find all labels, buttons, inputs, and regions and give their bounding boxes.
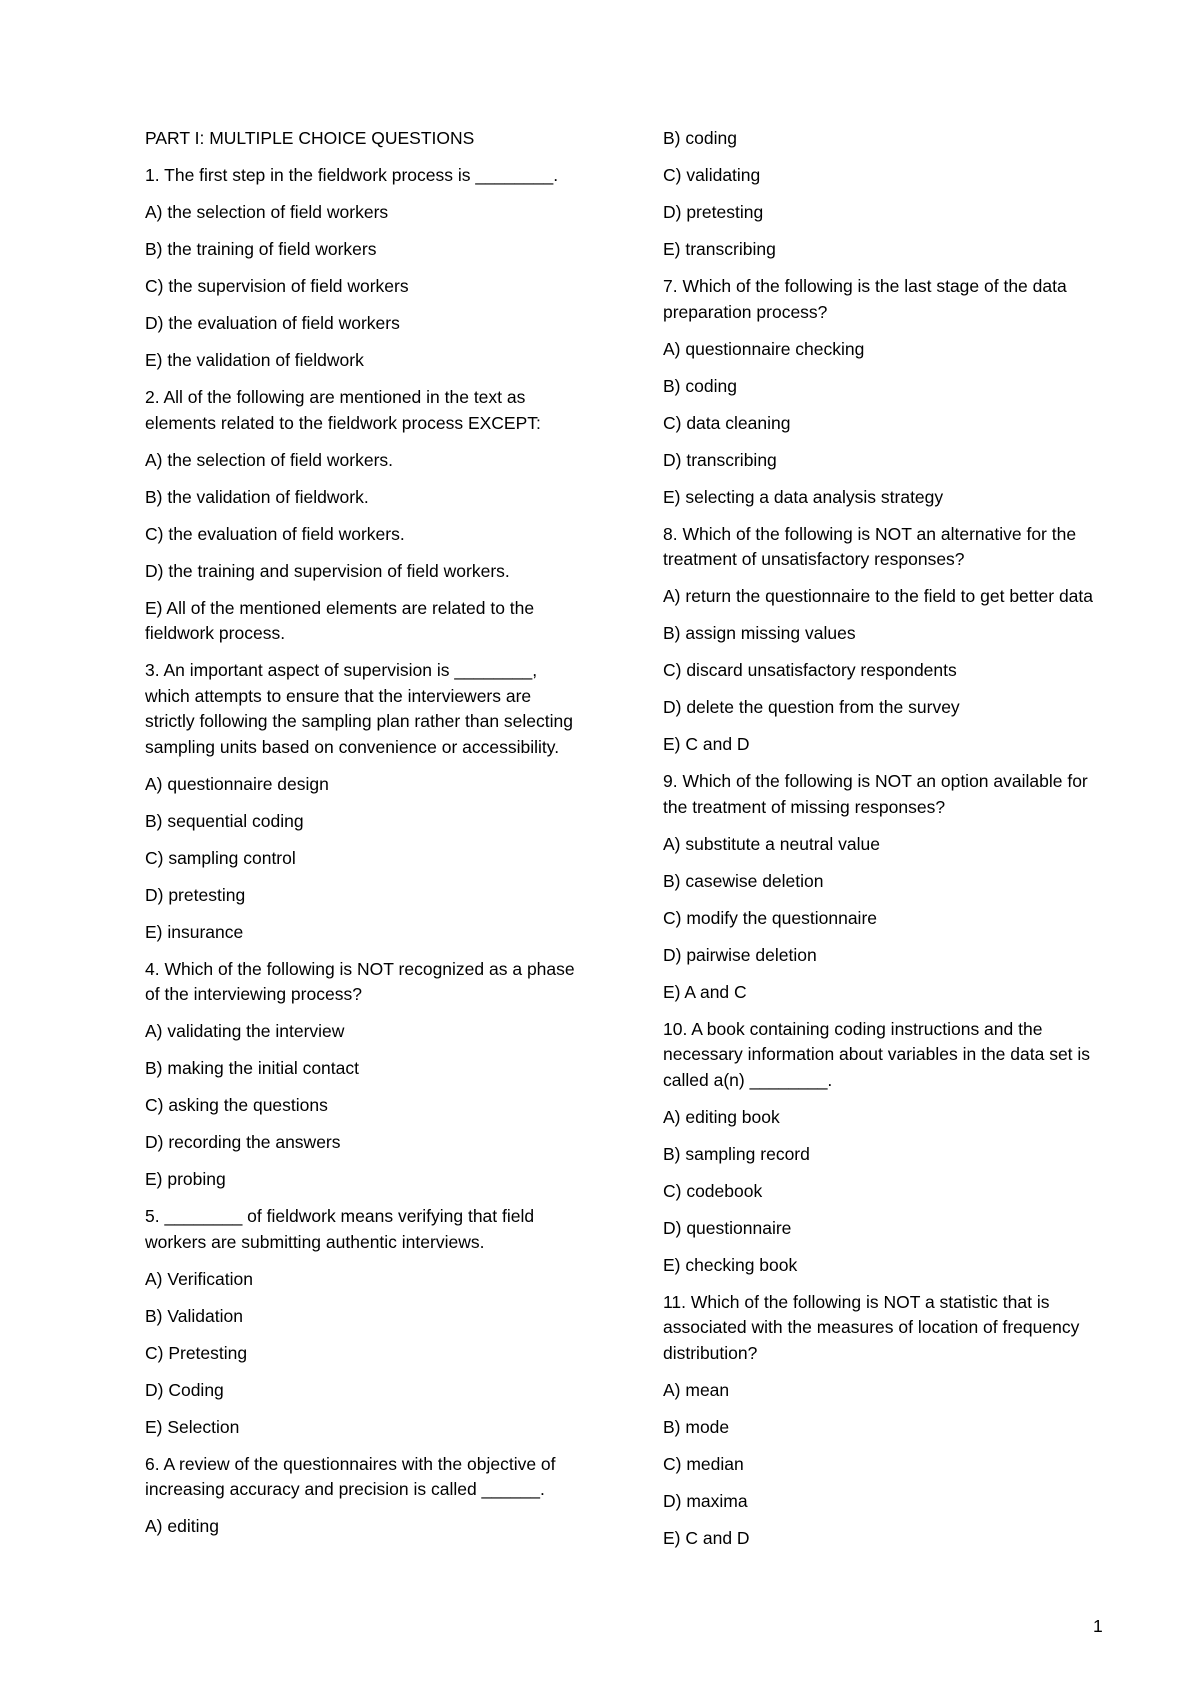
answer-option: D) pairwise deletion [663, 944, 817, 965]
question-text: 2. All of the following are mentioned in the text as elements related to the fieldwork process EXCEPT: [145, 387, 541, 433]
answer-option: E) C and D [663, 734, 750, 754]
answer-option: C) asking the questions [145, 1095, 328, 1115]
answer-option: A) validating the interview [145, 1021, 345, 1041]
answer-option: D) Coding [145, 1379, 224, 1400]
answer-option: C) validating [663, 165, 761, 185]
question-text: 10. A book containing coding instructions and the necessary information about variables in the data set is called a(n) ________. [663, 1018, 1095, 1090]
answer-option: B) assign missing values [663, 623, 856, 643]
answer-option: D) the training and supervision of field workers. [145, 560, 510, 581]
answer-option: D) delete the question from the survey [663, 697, 960, 717]
answer-option: C) the supervision of field workers [145, 276, 409, 296]
answer-option: E) C and D [663, 1527, 750, 1548]
question-text: 6. A review of the questionnaires with the objective of increasing accuracy and precision is called ______. [145, 1453, 561, 1499]
answer-option: D) transcribing [663, 449, 777, 470]
answer-option: E) insurance [145, 921, 244, 942]
answer-option: C) sampling control [145, 847, 296, 868]
answer-option: A) questionnaire checking [663, 338, 865, 359]
answer-option: A) return the questionnaire to the field to get better data [663, 586, 1093, 606]
answer-option: B) Validation [145, 1305, 243, 1326]
answer-option: C) modify the questionnaire [663, 907, 877, 928]
answer-option: D) pretesting [145, 884, 246, 905]
question-text: 7. Which of the following is the last stage of the data preparation process? [663, 276, 1072, 322]
answer-option: B) the training of field workers [145, 239, 377, 259]
answer-option: B) coding [663, 128, 737, 148]
answer-option: A) editing [145, 1516, 219, 1536]
answer-option: C) data cleaning [663, 412, 791, 433]
answer-option: A) mean [663, 1379, 730, 1400]
answer-option: B) mode [663, 1416, 730, 1437]
question-text: 4. Which of the following is NOT recognized as a phase of the interviewing process? [145, 958, 580, 1004]
answer-option: E) transcribing [663, 239, 776, 259]
question-text: 5. ________ of fieldwork means verifying that field workers are submitting authentic interviews. [145, 1206, 539, 1252]
answer-option: A) editing book [663, 1106, 780, 1127]
question-text: 8. Which of the following is NOT an alternative for the treatment of unsatisfactory responses? [663, 523, 1081, 569]
section-heading: PART I: MULTIPLE CHOICE QUESTIONS [145, 128, 475, 148]
answer-option: E) A and C [663, 981, 747, 1002]
right-column [663, 126, 1103, 1563]
answer-option: D) the evaluation of field workers [145, 313, 400, 333]
answer-option: A) the selection of field workers [145, 202, 389, 222]
answer-option: D) recording the answers [145, 1132, 341, 1152]
left-column [145, 126, 585, 1551]
answer-option: A) substitute a neutral value [663, 833, 880, 854]
answer-option: C) median [663, 1453, 744, 1474]
answer-option: D) maxima [663, 1490, 748, 1511]
answer-option: A) the selection of field workers. [145, 449, 394, 470]
question-text: 11. Which of the following is NOT a statistic that is associated with the measures of location of frequency distribution? [663, 1291, 1085, 1363]
answer-option: E) checking book [663, 1254, 798, 1275]
page-number: 1 [1093, 1616, 1103, 1636]
question-text: 3. An important aspect of supervision is ________, which attempts to ensure that the interviewers are strictly following the sampling plan rather than selecting sampling units based on convenience or accessibility. [145, 660, 578, 757]
answer-option: B) sequential coding [145, 810, 304, 831]
answer-option: A) questionnaire design [145, 773, 329, 794]
answer-option: B) casewise deletion [663, 870, 824, 891]
answer-option: E) All of the mentioned elements are related to the fieldwork process. [145, 597, 539, 643]
answer-option: C) Pretesting [145, 1342, 248, 1363]
answer-option: B) sampling record [663, 1143, 810, 1164]
answer-option: C) discard unsatisfactory respondents [663, 660, 957, 680]
answer-option: B) coding [663, 375, 737, 396]
answer-option: B) making the initial contact [145, 1058, 359, 1078]
answer-option: A) Verification [145, 1268, 253, 1289]
answer-option: E) the validation of fieldwork [145, 350, 364, 370]
answer-option: E) selecting a data analysis strategy [663, 486, 944, 507]
answer-option: C) codebook [663, 1180, 763, 1201]
answer-option: C) the evaluation of field workers. [145, 523, 405, 544]
answer-option: D) questionnaire [663, 1217, 792, 1238]
answer-option: E) probing [145, 1169, 226, 1189]
answer-option: B) the validation of fieldwork. [145, 486, 369, 507]
answer-option: D) pretesting [663, 202, 764, 222]
question-text: 1. The first step in the fieldwork process is ________. [145, 165, 559, 185]
answer-option: E) Selection [145, 1416, 240, 1437]
question-text: 9. Which of the following is NOT an option available for the treatment of missing responses? [663, 771, 1093, 817]
